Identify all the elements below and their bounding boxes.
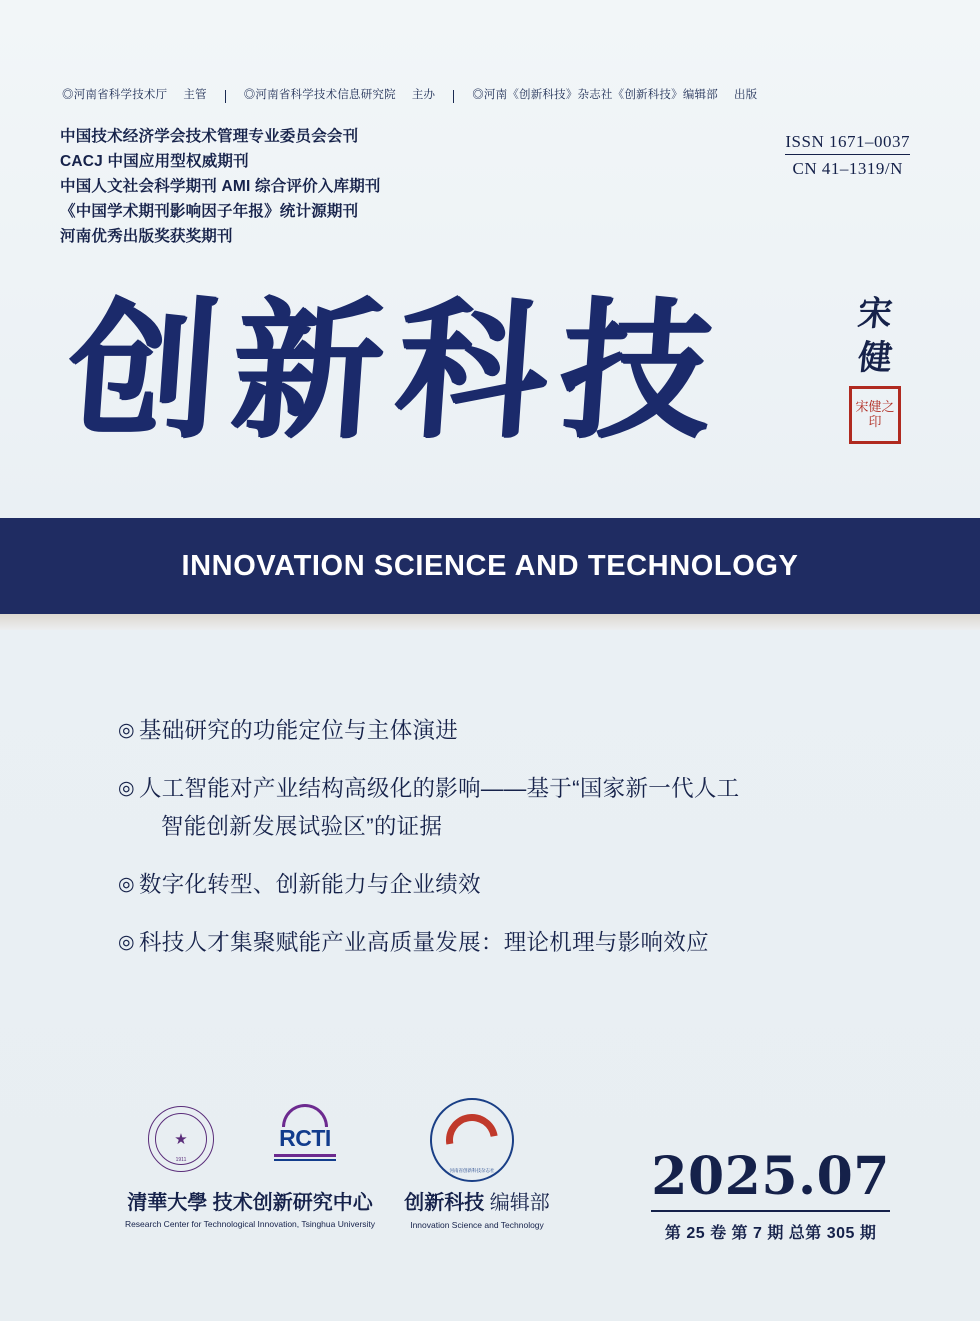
credit-org-1: ◎河南省科学技术信息研究院 bbox=[243, 89, 396, 101]
seal-stamp: 宋健之印 bbox=[849, 386, 901, 444]
tsinghua-caption bbox=[100, 1186, 400, 1229]
cn-number: CN 41–1319/N bbox=[792, 159, 903, 178]
logo-row bbox=[100, 1098, 600, 1243]
contents-item-title: 科技人才集聚赋能产业高质量发展：理论机理与影响效应 bbox=[138, 930, 709, 955]
credits-divider-1 bbox=[225, 90, 226, 103]
signature-char-0: 宋 bbox=[855, 294, 895, 334]
masthead-chinese-title: 创新科技 bbox=[61, 283, 731, 459]
bullet-icon: ◎ bbox=[118, 932, 135, 953]
contents-item bbox=[118, 712, 890, 750]
contents-item-title: 数字化转型、创新能力与企业绩效 bbox=[138, 872, 481, 897]
contents-list bbox=[118, 712, 890, 982]
contents-item-title bbox=[139, 770, 890, 846]
signature-char-1: 健 bbox=[855, 338, 895, 378]
award-item-0: 中国技术经济学会技术管理专业委员会会刊 bbox=[60, 128, 359, 145]
journal-caption-cn bbox=[382, 1186, 572, 1215]
credit-role-0: 主管 bbox=[183, 89, 207, 101]
tsinghua-caption-en: Research Center for Technological Innovation, Tsinghua University bbox=[124, 1219, 376, 1229]
journal-emblem-ring-text: 河南省创新科技杂志社 bbox=[449, 1168, 495, 1173]
issn-number: ISSN 1671–0037 bbox=[785, 132, 910, 155]
star-icon: ★ bbox=[174, 1130, 188, 1148]
credit-item-1 bbox=[244, 86, 436, 102]
award-item-2: 中国人文社会科学期刊 AMI 综合评价入库期刊 bbox=[60, 178, 381, 195]
award-list bbox=[60, 124, 381, 249]
journal-editorial-caption bbox=[382, 1186, 572, 1230]
award-item-3: 《中国学术期刊影响因子年报》统计源期刊 bbox=[60, 203, 359, 220]
band-shadow bbox=[0, 614, 980, 630]
bullet-icon: ◎ bbox=[118, 778, 135, 799]
tsinghua-emblem-inner bbox=[155, 1113, 207, 1165]
identifier-block bbox=[785, 132, 910, 179]
contents-item-title: 基础研究的功能定位与主体演进 bbox=[138, 718, 459, 743]
credit-role-1: 主办 bbox=[411, 89, 436, 101]
credit-org-2: ◎河南《创新科技》杂志社《创新科技》编辑部 bbox=[472, 89, 718, 101]
rcti-logo-icon bbox=[260, 1104, 350, 1161]
issue-rule bbox=[651, 1210, 890, 1212]
tsinghua-caption-cn: 清華大學 技术创新研究中心 bbox=[127, 1192, 373, 1214]
award-item-1: CACJ 中国应用型权威期刊 bbox=[60, 153, 249, 170]
award-item-4: 河南优秀出版奖获奖期刊 bbox=[60, 228, 233, 245]
credit-org-0: ◎河南省科学技术厅 bbox=[62, 89, 168, 101]
issue-meta: 第 25 卷 第 7 期 总第 305 期 bbox=[664, 1225, 877, 1242]
contents-item-line1: 人工智能对产业结构高级化的影响——基于“国家新一代人工 bbox=[138, 776, 740, 801]
tsinghua-emblem-icon bbox=[148, 1106, 214, 1172]
credits-line bbox=[62, 86, 918, 102]
credit-role-2: 出版 bbox=[733, 89, 758, 101]
journal-caption-title: 创新科技 bbox=[404, 1190, 485, 1214]
journal-caption-en: Innovation Science and Technology bbox=[410, 1220, 544, 1230]
issue-block bbox=[651, 1148, 890, 1243]
calligrapher-signature bbox=[838, 292, 912, 444]
masthead bbox=[60, 282, 920, 502]
rcti-rule-1 bbox=[274, 1154, 336, 1157]
bullet-icon: ◎ bbox=[118, 874, 135, 895]
english-title-band bbox=[0, 518, 980, 614]
journal-caption-suffix: 编辑部 bbox=[489, 1192, 550, 1214]
rcti-wordmark: RCTI bbox=[279, 1125, 331, 1151]
rcti-arc-icon bbox=[282, 1104, 328, 1127]
journal-swirl-icon bbox=[436, 1104, 508, 1176]
contents-item bbox=[118, 866, 890, 904]
tsinghua-founding-year: 1911 bbox=[175, 1157, 187, 1163]
issue-date: 2025.07 bbox=[651, 1146, 890, 1207]
credit-item-2 bbox=[472, 86, 757, 102]
journal-emblem-icon bbox=[430, 1098, 514, 1182]
credits-divider-2 bbox=[453, 90, 454, 103]
bullet-icon: ◎ bbox=[118, 720, 135, 741]
contents-item-line2: 智能创新发展试验区”的证据 bbox=[160, 814, 443, 839]
rcti-rule-2 bbox=[274, 1159, 336, 1161]
contents-item bbox=[118, 770, 890, 846]
contents-item bbox=[118, 924, 890, 962]
masthead-english-title: INNOVATION SCIENCE AND TECHNOLOGY bbox=[181, 549, 799, 582]
credit-item-0 bbox=[62, 86, 207, 102]
